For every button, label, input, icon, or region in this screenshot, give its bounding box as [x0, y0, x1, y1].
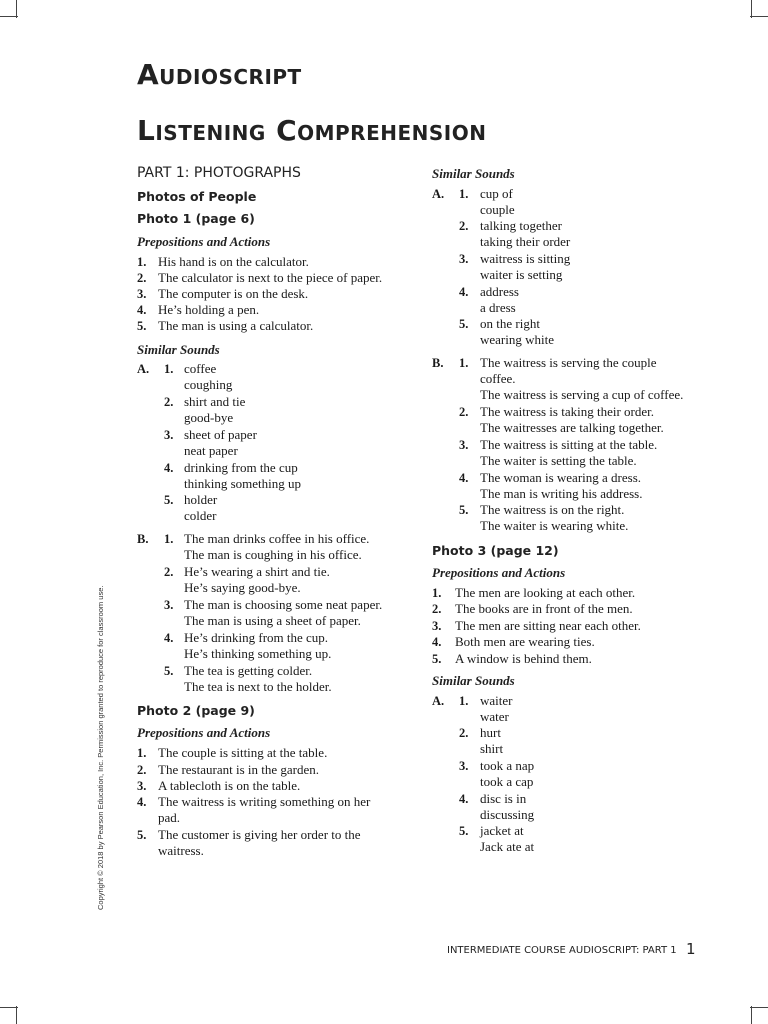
list-number: 4. — [137, 795, 147, 809]
list-item: hurt — [480, 725, 501, 740]
list-number: 2. — [137, 763, 147, 777]
list-item: He’s drinking from the cup. — [184, 630, 329, 645]
list-item: sheet of paper — [184, 427, 257, 442]
list-item: The man drinks coffee in his office. — [184, 531, 370, 546]
list-item: waitress is sitting — [480, 251, 571, 266]
list-item: The waitress is taking their order. — [480, 404, 655, 419]
list-item: He’s saying good-bye. — [184, 580, 301, 595]
list-item: neat paper — [184, 443, 238, 458]
list-item: A tablecloth is on the table. — [158, 778, 301, 793]
list-number: 1. — [164, 362, 174, 376]
list-item: The man is using a calculator. — [158, 318, 314, 333]
subsection-heading: Similar Sounds — [432, 166, 515, 181]
list-number: 4. — [459, 471, 469, 485]
subsection-heading: Prepositions and Actions — [137, 725, 271, 740]
list-item: coffee. — [480, 371, 516, 386]
list-item: The computer is on the desk. — [158, 286, 309, 301]
list-item: The man is using a sheet of paper. — [184, 613, 361, 628]
list-item: The tea is getting colder. — [184, 663, 313, 678]
list-item: couple — [480, 202, 515, 217]
list-number: 5. — [459, 824, 469, 838]
list-letter: A. — [137, 362, 150, 376]
list-item: He’s holding a pen. — [158, 302, 260, 317]
list-item: drinking from the cup — [184, 460, 298, 475]
list-number: 5. — [459, 503, 469, 517]
list-number: 3. — [432, 619, 442, 633]
list-number: 2. — [164, 395, 174, 409]
list-item: The waitress is sitting at the table. — [480, 437, 658, 452]
list-number: 2. — [137, 271, 147, 285]
photo-heading: Photo 2 (page 9) — [137, 703, 255, 718]
list-item: The calculator is next to the piece of paper. — [158, 270, 383, 285]
list-item: coughing — [184, 377, 233, 392]
list-item: waiter is setting — [480, 267, 563, 282]
list-item: holder — [184, 492, 218, 507]
list-number: 1. — [432, 586, 442, 600]
list-item: shirt and tie — [184, 394, 246, 409]
copyright-notice: Copyright © 2018 by Pearson Education, Inc. Permission granted to reproduce for classroom use. — [96, 585, 105, 910]
list-number: 3. — [164, 428, 174, 442]
list-item: colder — [184, 508, 217, 523]
running-footer: INTERMEDIATE COURSE AUDIOSCRIPT: PART 1 — [447, 945, 677, 956]
list-number: 2. — [432, 602, 442, 616]
list-item: The waitress is on the right. — [480, 502, 625, 517]
list-item: The couple is sitting at the table. — [158, 745, 328, 760]
list-item: on the right — [480, 316, 540, 331]
list-number: 5. — [137, 319, 147, 333]
list-number: 1. — [459, 694, 469, 708]
list-item: talking together — [480, 218, 562, 233]
list-item: The waitress is serving the couple — [480, 355, 657, 370]
list-item: shirt — [480, 741, 504, 756]
list-number: 4. — [459, 285, 469, 299]
subsection-heading: Prepositions and Actions — [137, 234, 271, 249]
list-item: The men are looking at each other. — [455, 585, 636, 600]
list-number: 1. — [459, 356, 469, 370]
page-subtitle: Listening Comprehension — [137, 114, 487, 147]
list-number: 4. — [459, 792, 469, 806]
list-number: 3. — [459, 252, 469, 266]
list-item: disc is in — [480, 791, 527, 806]
list-item: The man is choosing some neat paper. — [184, 597, 383, 612]
list-item: The customer is giving her order to the — [158, 827, 361, 842]
part-heading: PART 1: PHOTOGRAPHS — [137, 165, 301, 181]
photo-heading: Photo 3 (page 12) — [432, 543, 559, 558]
list-letter: B. — [432, 356, 444, 370]
list-item: thinking something up — [184, 476, 301, 491]
list-item: He’s wearing a shirt and tie. — [184, 564, 330, 579]
page-number: 1 — [686, 940, 696, 958]
list-number: 5. — [459, 317, 469, 331]
crop-mark — [750, 1007, 768, 1008]
list-item: took a cap — [480, 774, 534, 789]
list-number: 2. — [459, 219, 469, 233]
list-number: 2. — [459, 405, 469, 419]
crop-mark — [751, 0, 752, 18]
list-number: 5. — [164, 493, 174, 507]
list-item: The waitresses are talking together. — [480, 420, 664, 435]
list-number: 4. — [164, 461, 174, 475]
page-title: Audioscript — [137, 58, 302, 91]
list-number: 5. — [164, 664, 174, 678]
list-item: The restaurant is in the garden. — [158, 762, 319, 777]
list-number: 3. — [459, 759, 469, 773]
list-item: The waiter is setting the table. — [480, 453, 637, 468]
subsection-heading: Prepositions and Actions — [432, 565, 566, 580]
list-item: The woman is wearing a dress. — [480, 470, 642, 485]
list-item: a dress — [480, 300, 516, 315]
photo-heading: Photo 1 (page 6) — [137, 211, 255, 226]
list-number: 2. — [164, 565, 174, 579]
list-item: discussing — [480, 807, 535, 822]
list-number: 1. — [459, 187, 469, 201]
list-item: His hand is on the calculator. — [158, 254, 309, 269]
list-number: 4. — [164, 631, 174, 645]
list-item: The waitress is serving a cup of coffee. — [480, 387, 684, 402]
list-item: Jack ate at — [480, 839, 535, 854]
list-item: Both men are wearing ties. — [455, 634, 595, 649]
crop-mark — [751, 1006, 752, 1024]
list-item: coffee — [184, 361, 217, 376]
list-item: The waitress is writing something on her — [158, 794, 371, 809]
list-number: 5. — [432, 652, 442, 666]
list-number: 4. — [137, 303, 147, 317]
list-number: 3. — [459, 438, 469, 452]
section-heading: Photos of People — [137, 189, 257, 204]
list-number: 5. — [137, 828, 147, 842]
list-item: wearing white — [480, 332, 555, 347]
list-number: 1. — [137, 746, 147, 760]
list-item: jacket at — [480, 823, 524, 838]
list-number: 3. — [137, 779, 147, 793]
list-number: 4. — [432, 635, 442, 649]
list-item: water — [480, 709, 509, 724]
subsection-heading: Similar Sounds — [432, 673, 515, 688]
list-item: A window is behind them. — [455, 651, 592, 666]
list-item: took a nap — [480, 758, 535, 773]
list-item: waitress. — [158, 843, 204, 858]
list-number: 1. — [164, 532, 174, 546]
list-item: taking their order — [480, 234, 571, 249]
crop-mark — [750, 16, 768, 17]
list-number: 3. — [137, 287, 147, 301]
list-number: 1. — [137, 255, 147, 269]
list-item: good-bye — [184, 410, 234, 425]
list-letter: B. — [137, 532, 149, 546]
list-item: address — [480, 284, 519, 299]
list-item: The tea is next to the holder. — [184, 679, 332, 694]
list-item: The men are sitting near each other. — [455, 618, 641, 633]
subsection-heading: Similar Sounds — [137, 342, 220, 357]
crop-mark — [16, 1006, 17, 1024]
list-item: The man is writing his address. — [480, 486, 643, 501]
list-item: cup of — [480, 186, 513, 201]
list-item: The books are in front of the men. — [455, 601, 633, 616]
list-letter: A. — [432, 694, 445, 708]
crop-mark — [16, 0, 17, 18]
list-number: 3. — [164, 598, 174, 612]
list-item: The waiter is wearing white. — [480, 518, 629, 533]
list-item: waiter — [480, 693, 513, 708]
list-item: The man is coughing in his office. — [184, 547, 362, 562]
list-item: He’s thinking something up. — [184, 646, 332, 661]
list-letter: A. — [432, 187, 445, 201]
list-number: 2. — [459, 726, 469, 740]
list-item: pad. — [158, 810, 181, 825]
